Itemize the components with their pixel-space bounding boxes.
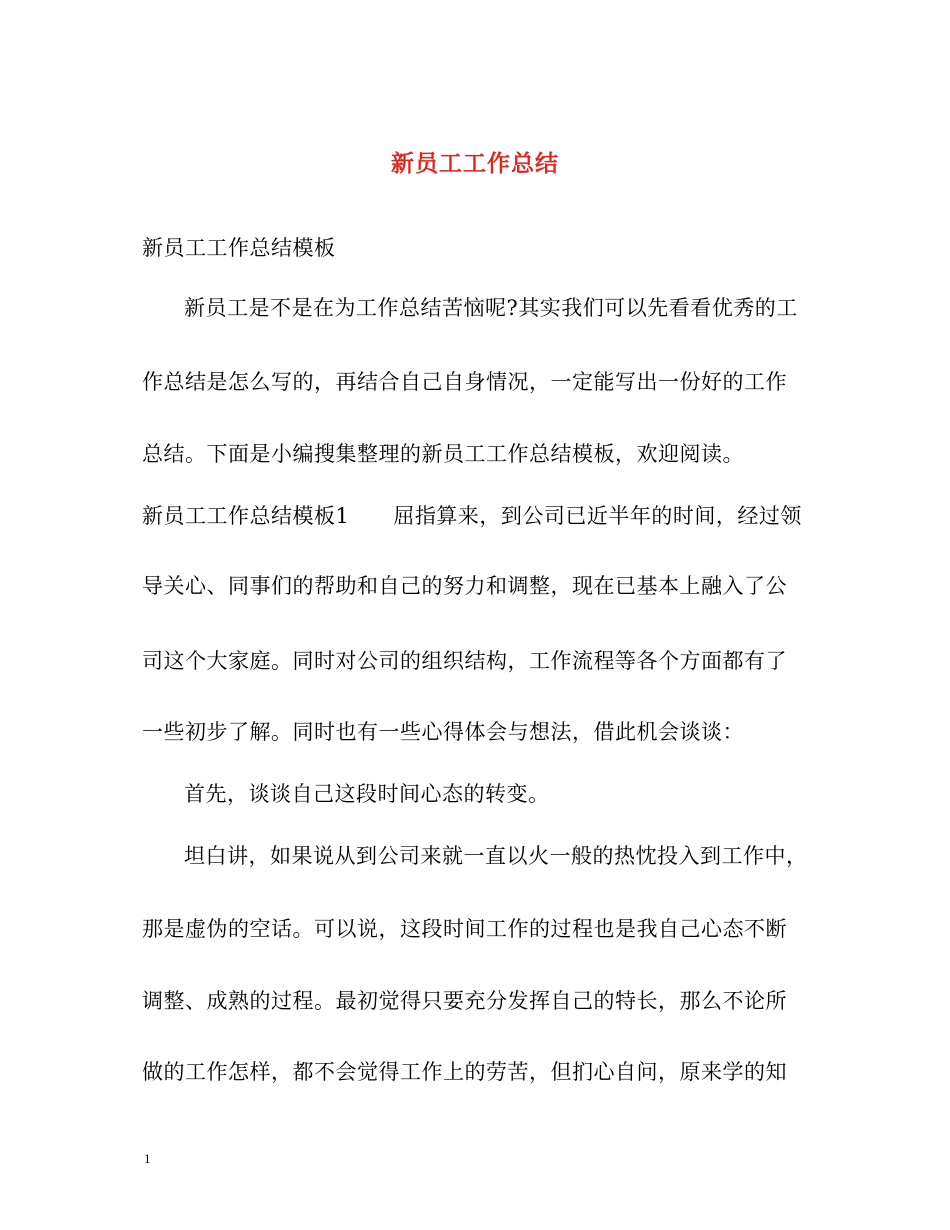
paragraph-line: 坦白讲，如果说从到公司来就一直以火一般的热忱投入到工作中， bbox=[184, 844, 808, 868]
paragraph-line: 导关心、同事们的帮助和自己的努力和调整，现在已基本上融入了公 bbox=[142, 574, 787, 598]
paragraph-line: 那是虚伪的空话。可以说，这段时间工作的过程也是我自己心态不断 bbox=[142, 917, 787, 941]
paragraph-line: 总结。下面是小编搜集整理的新员工工作总结模板，欢迎阅读。 bbox=[142, 442, 744, 466]
paragraph-line: 司这个大家庭。同时对公司的组织结构，工作流程等各个方面都有了 bbox=[142, 649, 787, 673]
subtitle-line: 新员工工作总结模板 bbox=[142, 236, 336, 260]
paragraph-line: 一些初步了解。同时也有一些心得体会与想法，借此机会谈谈： bbox=[142, 720, 744, 744]
paragraph-line: 做的工作怎样，都不会觉得工作上的劳苦，但扪心自问，原来学的知 bbox=[142, 1060, 787, 1084]
paragraph-line: 调整、成熟的过程。最初觉得只要充分发挥自己的特长，那么不论所 bbox=[142, 989, 787, 1013]
page-number: 1 bbox=[144, 1151, 151, 1166]
paragraph-text: 屈指算来，到公司已近半年的时间，经过领 bbox=[393, 504, 802, 528]
paragraph-line: 作总结是怎么写的，再结合自己自身情况，一定能写出一份好的工作 bbox=[142, 370, 787, 394]
paragraph-line: 新员工是不是在为工作总结苦恼呢?其实我们可以先看看优秀的工 bbox=[184, 296, 798, 320]
paragraph-line: 首先，谈谈自己这段时间心态的转变。 bbox=[184, 782, 550, 806]
paragraph-line bbox=[142, 502, 822, 530]
document-title: 新员工工作总结 bbox=[391, 150, 559, 177]
section-heading: 新员工工作总结模板1 bbox=[142, 504, 350, 528]
